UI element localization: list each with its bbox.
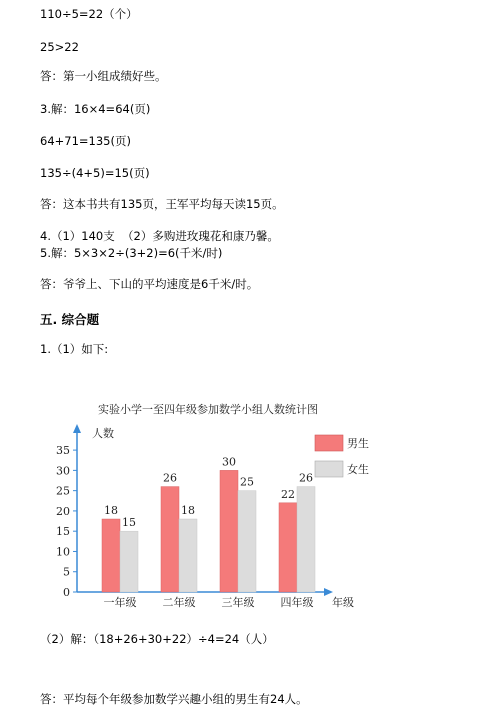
legend — [315, 435, 369, 477]
x-axis-label: 年级 — [332, 596, 354, 609]
bar-value-label: 15 — [122, 516, 136, 530]
line-4: 3.解：16×4=64(页) — [40, 102, 151, 116]
y-tick-label: 35 — [56, 444, 70, 458]
y-tick-label: 30 — [56, 464, 70, 478]
legend-label-girls: 女生 — [347, 463, 369, 476]
bar-boys — [102, 519, 120, 592]
category-label: 一年级 — [103, 596, 137, 609]
y-axis-label: 人数 — [92, 427, 114, 440]
bar-value-label: 18 — [181, 504, 195, 518]
legend-label-boys: 男生 — [347, 437, 369, 450]
bar-boys — [161, 487, 179, 592]
category-label: 三年级 — [221, 596, 255, 609]
bar-girls — [238, 491, 256, 592]
bar-value-label: 25 — [240, 475, 254, 489]
bar-boys — [220, 470, 238, 592]
line-8: 4.（1）140支 （2）多购进玫瑰花和康乃馨。 — [40, 229, 279, 243]
line-3: 答：第一小组成绩好些。 — [40, 69, 167, 83]
y-tick-label: 25 — [56, 484, 70, 498]
line-2: 25>22 — [40, 40, 79, 54]
y-tick-label: 0 — [63, 586, 70, 599]
y-tick-label: 20 — [56, 504, 70, 518]
bar-boys — [279, 503, 297, 592]
y-tick-label: 5 — [63, 565, 70, 579]
final-answer: 答：平均每个年级参加数学兴趣小组的男生有24人。 — [40, 692, 308, 706]
category-label: 二年级 — [162, 596, 196, 609]
bar-girls — [120, 531, 138, 592]
line-6: 135÷(4+5)=15(页) — [40, 166, 150, 180]
bar-girls — [179, 519, 197, 592]
legend-swatch-boys — [315, 435, 343, 451]
question-1-part-1: 1.（1）如下: — [40, 342, 109, 356]
section-title: 五. 综合题 — [40, 312, 100, 327]
y-axis — [73, 424, 81, 592]
line-10: 答：爷爷上、下山的平均速度是6千米/时。 — [40, 277, 259, 291]
bar-value-label: 30 — [222, 455, 236, 469]
line-1: 110÷5=22（个） — [40, 7, 138, 21]
line-5: 64+71=135(页) — [40, 134, 131, 148]
bar-value-label: 22 — [281, 487, 295, 501]
chart-title: 实验小学一至四年级参加数学小组人数统计图 — [98, 403, 318, 416]
bar-chart — [40, 390, 380, 620]
question-1-part-2: （2）解：（18+26+30+22）÷4=24（人） — [40, 632, 274, 646]
bar-value-label: 26 — [163, 471, 177, 485]
bar-value-label: 26 — [299, 471, 313, 485]
bar-value-label: 18 — [104, 504, 118, 518]
y-tick-label: 10 — [56, 545, 70, 559]
line-9: 5.解：5×3×2÷(3+2)=6(千米/时) — [40, 246, 223, 260]
bar-girls — [297, 487, 315, 592]
legend-swatch-girls — [315, 461, 343, 477]
y-tick-label: 15 — [56, 525, 70, 539]
category-label: 四年级 — [280, 596, 314, 609]
line-7: 答：这本书共有135页，王军平均每天读15页。 — [40, 197, 284, 211]
